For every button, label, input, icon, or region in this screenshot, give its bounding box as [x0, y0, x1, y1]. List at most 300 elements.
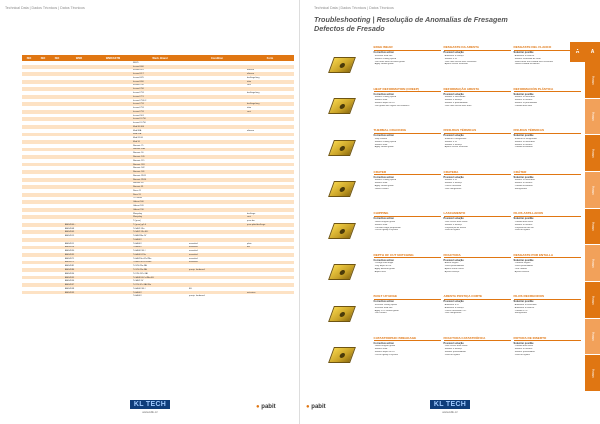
action-item: • Usar uma classe mais dura — [443, 104, 472, 107]
table-cell: Nimonic 75 — [133, 144, 144, 147]
table-cell: AMS4930 — [65, 250, 75, 253]
action-item: • Alterar ângulo — [443, 262, 459, 265]
remedy-cell-pt — [442, 335, 512, 377]
action-item: • Reducir la profundidad — [513, 102, 537, 104]
table-cell: Ti-13V-11Cr-3Al — [133, 272, 148, 275]
pabit-logo: ● pabit — [256, 404, 276, 410]
action-item: • Reduzir o avanço — [443, 348, 462, 351]
insert-image — [312, 293, 372, 335]
column-header: Werk. Brand — [152, 56, 168, 60]
table-cell: annealed — [189, 250, 198, 253]
table-cell: AMS4997 — [65, 284, 75, 287]
table-cell: Udimet 520 — [133, 204, 144, 207]
table-cell: Udimet 500 — [133, 201, 144, 204]
troubleshooting-row — [312, 127, 583, 169]
table-cell: precip. hardened — [189, 268, 205, 271]
side-tab: Milling — [585, 99, 600, 136]
action-item: • Verificar rigidez — [513, 353, 530, 356]
table-cell: Nimonic 901 — [133, 171, 145, 174]
insert-wear-icon — [328, 98, 356, 114]
table-cell: Inconel 721 — [133, 95, 144, 98]
defect-title: BUILT UP EDGE — [374, 294, 441, 300]
action-heading: Corrective action — [373, 217, 394, 221]
action-heading: Solución posible — [513, 341, 534, 345]
defect-title: CRATERA — [444, 170, 511, 176]
table-cell: Ti-6Al-4V ELI — [133, 287, 146, 290]
defect-title: EDGE WEAR — [374, 45, 441, 51]
remedy-cell-pt — [442, 44, 512, 86]
action-item: • Stop coolant — [373, 137, 388, 140]
remedy-cell-es — [512, 335, 582, 377]
action-item: • Apply different grade — [373, 268, 395, 270]
insert-wear-icon — [328, 57, 356, 73]
troubleshooting-row — [312, 335, 583, 377]
remedy-cell-es — [512, 293, 582, 335]
table-cell: Ti-6Al-4V — [133, 238, 142, 241]
action-item: • Aumentar la velocidad — [513, 303, 537, 306]
action-item: • Usar refrigerante — [443, 312, 462, 315]
action-item: • Consider edge preparation — [373, 226, 401, 229]
table-cell: TD Nickel — [133, 197, 143, 200]
table-cell: pure-plate/bar/forge — [247, 223, 266, 226]
table-cell: bar/forge/ring — [247, 92, 260, 94]
action-item: • Usar refrigerante — [443, 187, 462, 190]
side-tab: Milling — [585, 209, 600, 246]
action-item: • Utilize coolant — [373, 187, 389, 190]
action-item: • Preparación del filo — [513, 226, 534, 229]
section-tab-a: A — [570, 42, 585, 62]
action-item: • Refrigerante — [513, 187, 527, 190]
table-cell: AMS4908 — [65, 227, 75, 230]
table-cell: plate — [247, 242, 252, 245]
action-heading: Possível solução — [443, 92, 464, 96]
section-tab-b: A — [585, 42, 600, 62]
table-cell: cast — [247, 84, 251, 87]
materials-table — [22, 55, 294, 298]
table-cell: Ti-15V-3Cr-3Al-3Sn — [133, 284, 152, 287]
table-cell: Ti-6Al-2Sn-4Zr-2Mo — [133, 257, 152, 260]
footer-url-right: www.kltk.cz — [442, 410, 458, 414]
action-item: • Aplicar classe revestida — [443, 63, 468, 66]
action-item: • Reduce feed — [373, 143, 388, 146]
column-header: WNR/ASTM — [105, 56, 121, 60]
troubleshooting-row — [312, 44, 583, 86]
action-item: • Otra calidad — [513, 268, 527, 270]
defect-title: DESGASTE DEL FLANCO — [514, 45, 581, 51]
table-cell: Inconel 600 — [133, 65, 144, 68]
action-heading: Solución posible — [513, 134, 534, 138]
troubleshooting-row — [312, 252, 583, 294]
table-row — [22, 294, 294, 298]
table-cell: annealed — [189, 246, 198, 249]
table-cell: Nimonic 80 — [133, 182, 144, 185]
defect-title: CATASTROPHIC BREAKAGE — [374, 336, 441, 342]
action-item: • Calidad más tenaz — [513, 345, 533, 348]
remedy-cell-en — [372, 169, 442, 211]
side-tab: Milling — [585, 245, 600, 282]
action-item: • Reduzir a velocidade — [443, 96, 466, 99]
action-item: • Cambiar ángulo — [513, 262, 531, 265]
insert-wear-icon — [328, 223, 356, 239]
table-cell — [36, 294, 50, 298]
table-cell: Inconel 617 — [133, 73, 144, 76]
table-cell: Inconel 901 — [133, 114, 144, 117]
troubleshooting-row — [312, 210, 583, 252]
insert-image — [312, 252, 372, 294]
remedy-cell-es — [512, 252, 582, 294]
table-body — [22, 61, 294, 298]
insert-image — [312, 169, 372, 211]
page-title: Troubleshooting | Resolução de Anomalias de Fresagem Defectos de Fresado — [314, 15, 508, 33]
action-heading: Solución posible — [513, 92, 534, 96]
table-cell: AMS4971 — [65, 257, 75, 260]
side-tab: Milling — [585, 319, 600, 356]
table-cell: annealed — [189, 253, 198, 256]
action-item: • Increase feed rate — [373, 306, 393, 309]
action-item: • Check rigidity of system — [373, 353, 398, 356]
insert-image — [312, 44, 372, 86]
action-item: • Reduzir o avanço — [443, 99, 462, 102]
troubleshooting-row — [312, 169, 583, 211]
table-cell: AMS4911 — [65, 242, 74, 245]
table-cell: ELI — [189, 287, 193, 290]
right-page-header: Technical Data | Dados Técnicos | Datos Técnicos — [314, 6, 394, 10]
action-item: • Reduzir o avanço — [443, 223, 462, 226]
table-cell: AMS4935 — [65, 253, 75, 256]
table-cell: Inconel 718LC — [133, 99, 147, 102]
action-item: • Aplicar classe revestida — [443, 146, 468, 149]
table-cell: Ti-6Al-4V — [133, 246, 142, 249]
insert-wear-icon — [328, 264, 356, 280]
table-cell: Ti (pure) — [133, 220, 141, 223]
table-cell: cast — [247, 110, 251, 113]
table-cell: Waspaloy — [133, 212, 143, 215]
action-heading: Corrective action — [373, 300, 394, 304]
action-item: • Variar profundidade — [443, 265, 464, 268]
action-heading: Corrective action — [373, 92, 394, 96]
table-cell: Inconel 706 — [133, 88, 144, 91]
table-cell: AMS4900... — [65, 223, 76, 226]
left-page-header: Technical Data | Dados Técnicos | Datos Técnicos — [5, 6, 85, 10]
action-item: • Calidad más dura — [513, 104, 533, 107]
action-item: • Increase cutting speed — [373, 303, 397, 306]
table-cell: Inconel 625 — [133, 76, 144, 79]
action-item: • Calidad más tenaz — [513, 220, 533, 223]
table-cell: Ti (pure) gr1-4 — [133, 223, 147, 226]
table-cell: Ti-3Al-2.5V — [133, 280, 144, 283]
defect-title: FILOS RECRECIDOS — [514, 294, 581, 300]
table-cell: Inconel 718 — [133, 92, 144, 94]
action-item: • Apply coated grade — [373, 185, 394, 187]
action-item: • Reduce depth of cut — [373, 102, 395, 104]
table-cell: bar/forge/ring — [247, 103, 260, 106]
table-cell: bar/forge — [247, 212, 256, 215]
defect-title: THERMAL CRACKING — [374, 128, 441, 134]
right-page — [300, 0, 600, 424]
table-cell: AMS4909 — [65, 231, 75, 234]
table-cell: Ti-10V-2Fe-3Al — [133, 268, 147, 271]
remedy-cell-es — [512, 210, 582, 252]
pabit-logo-right: ● pabit — [306, 404, 326, 410]
table-cell: Waspaloy — [133, 216, 143, 219]
action-item: • Ajustar avanço — [443, 270, 460, 273]
action-item: • Reduzir o avanço — [443, 143, 462, 146]
table-cell — [94, 294, 132, 298]
action-item: • Apply coated grade — [373, 146, 394, 149]
table-cell: pure-bar — [247, 220, 255, 223]
table-cell: Inconel 690 — [133, 80, 144, 83]
table-cell: Ti-5Al-2.5Sn ELI — [133, 231, 149, 234]
table-cell: Inconel 601 — [133, 69, 144, 72]
table-cell: Nimonic 105 — [133, 156, 145, 159]
action-item: • Adjust feed — [373, 270, 386, 273]
right-footer — [300, 400, 600, 414]
table-cell: bar — [247, 246, 251, 249]
table-cell: Udimet 700 — [133, 208, 144, 211]
action-item: • Reduzir a vc — [443, 57, 458, 60]
action-item: • Variar profundidad — [513, 265, 533, 268]
action-heading: Possível solução — [443, 258, 464, 262]
remedy-cell-es — [512, 86, 582, 128]
action-heading: Possível solução — [443, 217, 464, 221]
action-item: • Aumentar el avance — [513, 54, 535, 57]
table-cell: extrusion — [247, 291, 256, 294]
table-cell: AMS4986 — [65, 268, 75, 271]
action-item: • Check rigidity of system — [373, 229, 398, 232]
side-tabs — [585, 62, 600, 392]
column-header: WNR — [75, 56, 83, 60]
table-cell: Mod 81-90 — [133, 137, 143, 140]
table-cell: tube — [247, 80, 252, 83]
action-item: • Eliminar o refrigerante — [443, 137, 467, 140]
action-item: • Utilizar calidad recubierta — [513, 63, 540, 66]
table-cell: Ti-6Al-4V — [133, 291, 142, 294]
table-cell: annealed — [189, 261, 198, 264]
action-item: • Verificar rigidez — [513, 229, 530, 232]
action-item: • Ajustar avance — [513, 270, 530, 273]
action-heading: Possível solução — [443, 341, 464, 345]
action-item: • Usar classe mais tenaz — [443, 345, 468, 348]
action-item: • Use coolant — [373, 312, 387, 315]
remedy-cell-en — [372, 86, 442, 128]
table-cell — [22, 294, 36, 298]
table-cell: Ti-3Al-8V-6Cr-4Mo-4Zr — [133, 276, 155, 279]
defect-title: FRACTURA CATASTRÓFICA — [444, 336, 511, 342]
remedy-cell-en — [372, 127, 442, 169]
action-item: • Vary depth of cut — [373, 265, 392, 268]
action-item: • Calidad PVD — [513, 309, 528, 312]
troubleshooting-grid — [312, 44, 583, 376]
action-heading: Possível solução — [443, 51, 464, 55]
defect-title: DESGASTE DA ARESTA — [444, 45, 511, 51]
action-item: • Reduzir a profundidade — [443, 102, 468, 104]
action-item: • Usar uma classe mais resistente — [443, 60, 477, 63]
remedy-cell-pt — [442, 210, 512, 252]
column-header: ISO — [26, 56, 32, 60]
table-cell: Rene 41 — [133, 189, 141, 192]
troubleshooting-row — [312, 293, 583, 335]
action-heading: Solución posible — [513, 300, 534, 304]
action-item: • Change lead angle — [373, 262, 394, 265]
insert-wear-icon — [328, 347, 356, 363]
action-item: • Reducir profundidad — [513, 351, 535, 353]
table-cell: tube — [247, 107, 252, 110]
table-cell: Nimonic 115 — [133, 159, 145, 162]
action-item: • Aumentar o avanço — [443, 54, 464, 57]
insert-image — [312, 86, 372, 128]
table-cell: Inconel 700 — [133, 84, 144, 87]
insert-image — [312, 127, 372, 169]
table-cell: annealed — [189, 242, 198, 245]
action-heading: Possível solução — [443, 175, 464, 179]
left-footer — [0, 400, 300, 414]
table-cell: AMS4981 — [65, 265, 75, 268]
column-header: Condition — [210, 56, 224, 60]
table-cell: Inconel 718 — [133, 107, 144, 110]
table-cell: Ti-6Al-2Sn-4Zr-6Mo — [133, 261, 152, 264]
action-item: • Aplicar outra classe — [443, 268, 464, 270]
table-cell: Mod 80A — [133, 129, 142, 132]
action-item: • Reduce cutting speed — [373, 140, 397, 143]
action-item: • Classe revestida PVD — [443, 309, 467, 312]
insert-image — [312, 210, 372, 252]
action-heading: Solución posible — [513, 51, 534, 55]
side-tab: Milling — [585, 62, 600, 99]
action-item: • Verificar rigidez — [443, 353, 460, 356]
action-item: • Reduzir o avanço — [443, 182, 462, 185]
troubleshooting-row — [312, 86, 583, 128]
table-cell: Nimonic PE11 — [133, 174, 147, 177]
action-item: • Preparação da aresta — [443, 226, 466, 229]
side-tab: Milling — [585, 282, 600, 319]
action-item: • Reduce feed — [373, 182, 388, 185]
action-item: • Reducir velocidad de corte — [513, 57, 541, 60]
table-cell: AMS4996 — [65, 280, 75, 283]
remedy-cell-es — [512, 44, 582, 86]
insert-image — [312, 335, 372, 377]
action-item: • Reduce cutting speed — [373, 179, 397, 182]
table-cell: Inconel 718 — [133, 110, 144, 113]
remedy-cell-pt — [442, 127, 512, 169]
defect-title: FISSURAS TÉRMICAS — [444, 128, 511, 134]
defect-title: DEFORMACIÓN PLÁSTICA — [514, 87, 581, 93]
side-tab: Milling — [585, 172, 600, 209]
action-heading: Corrective action — [373, 134, 394, 138]
action-item: • Apply PVD coated grade — [373, 309, 399, 312]
remedy-cell-es — [512, 169, 582, 211]
table-cell: Ti-5Al-2.5Sn — [133, 227, 145, 230]
action-heading: Corrective action — [373, 258, 394, 262]
table-cell: Rene 95 — [133, 193, 141, 196]
action-item: • Reduce feed — [373, 99, 388, 102]
action-item: • Usar classe mais tenaz — [443, 220, 468, 223]
remedy-cell-en — [372, 335, 442, 377]
action-heading: Possível solução — [443, 134, 464, 138]
table-cell: Mod 81A — [133, 133, 142, 136]
action-item: • Reducir el avance — [513, 223, 533, 226]
defect-title: DEPTH OF CUT NOTCHING — [374, 253, 441, 259]
table-cell: aftermo — [247, 69, 255, 72]
defect-title: FILOS ASTILLADOS — [514, 211, 581, 217]
table-cell — [64, 294, 94, 298]
action-item: • Verificar rigidez — [443, 229, 460, 232]
defect-title: CHIPPING — [374, 211, 441, 217]
action-item: • Reducir el avance — [513, 143, 533, 146]
table-cell: Mod 90 — [133, 140, 140, 143]
action-item: • Reduce cutting speed — [373, 96, 397, 99]
defect-title: ROTURA DE INSERTO — [514, 336, 581, 342]
action-item: • Reducir el avance — [513, 182, 533, 185]
action-item: • Reduzir profundidade — [443, 351, 466, 353]
table-cell: Inconel X-750 — [133, 118, 146, 121]
table-cell: IN625 — [133, 61, 139, 64]
footer-url: www.kltk.cz — [142, 410, 158, 414]
table-cell: Nimonic 81 — [133, 186, 144, 189]
action-heading: Corrective action — [373, 175, 394, 179]
table-cell: AMS4998 — [65, 287, 75, 290]
table-cell — [246, 294, 294, 298]
defect-title: CRÁTER — [514, 170, 581, 176]
table-cell: Nimonic 263 — [133, 163, 145, 166]
remedy-cell-pt — [442, 169, 512, 211]
table-cell: Nimonic 80A — [133, 148, 145, 151]
action-item: • Aumentar a vc — [443, 303, 459, 306]
defect-title: DEFORMAÇÃO ARESTA — [444, 87, 511, 93]
action-item: • Calidad recubierta — [513, 185, 533, 187]
action-item: • Reduzir a vc — [443, 140, 458, 143]
insert-wear-icon — [328, 181, 356, 197]
remedy-cell-pt — [442, 252, 512, 294]
table-cell: AMS4999 — [65, 291, 75, 294]
table-cell: Ti-6Al-4V — [133, 242, 142, 245]
defect-title: LASCAMENTO — [444, 211, 511, 217]
table-cell — [50, 294, 64, 298]
action-item: • Reducir la velocidad — [513, 96, 535, 99]
action-item: • Increase feed rate — [373, 54, 393, 57]
insert-wear-icon — [328, 306, 356, 322]
table-cell: Nimonic 942 — [133, 167, 145, 170]
action-item: • Reducir la velocidad — [513, 179, 535, 182]
table-cell: cast — [247, 216, 251, 219]
action-item: • Reducir el avance — [513, 348, 533, 351]
action-item: • Apply coated grade — [373, 63, 394, 66]
table-cell: Ti-6Al-6V-2Sn — [133, 253, 146, 256]
remedy-cell-es — [512, 127, 582, 169]
action-item: • Refrigerante — [513, 312, 527, 315]
table-cell: Inconel X-750 — [133, 122, 146, 125]
table-cell: annealed — [189, 257, 198, 260]
action-item: • Eliminar el refrigerante — [513, 137, 537, 140]
table-cell: AMS4995 — [65, 276, 75, 279]
action-item: • Reducir la velocidad — [513, 140, 535, 143]
table-cell: precip. hardened — [189, 295, 205, 298]
action-item: • Use more wear resistant grade — [373, 60, 405, 63]
action-item: • Reduce feed — [373, 348, 388, 351]
table-cell: Nimonic 90 — [133, 152, 144, 155]
action-item: • Reduce cutting speed — [373, 57, 397, 60]
table-cell: Nimonic PE16 — [133, 178, 147, 181]
side-tab: Milling — [585, 355, 600, 392]
remedy-cell-en — [372, 44, 442, 86]
side-tab: Milling — [585, 135, 600, 172]
defect-title: HEAT DEFORMATION (CREEP) — [374, 87, 441, 93]
action-heading: Solución posible — [513, 258, 534, 262]
remedy-cell-pt — [442, 86, 512, 128]
defect-title: FRACTURA — [444, 253, 511, 259]
defect-title: ARESTA POSTIÇA CORTE — [444, 294, 511, 300]
action-item: • Classe revestida — [443, 185, 462, 187]
action-item: • Reduzir a vc — [443, 179, 458, 182]
